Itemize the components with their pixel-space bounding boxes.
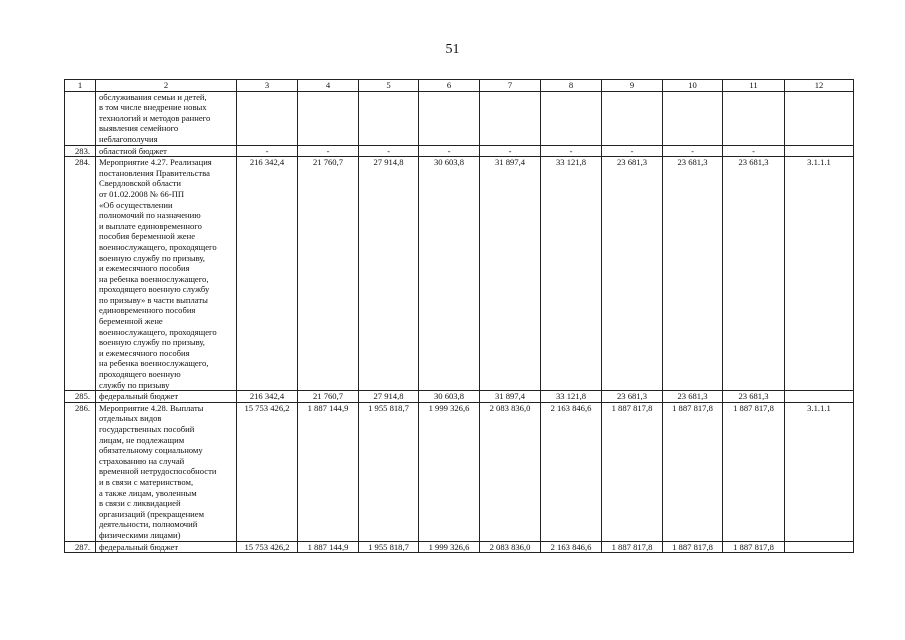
header-cell: 12: [785, 80, 854, 92]
header-cell: 9: [602, 80, 663, 92]
value-cell: 15 753 426,2: [237, 402, 298, 541]
value-cell: -: [723, 145, 785, 157]
value-cell: 31 897,4: [480, 157, 541, 391]
header-cell: 4: [298, 80, 359, 92]
value-cell: 1 887 817,8: [663, 402, 723, 541]
value-cell: 15 753 426,2: [237, 541, 298, 553]
value-cell: 23 681,3: [663, 391, 723, 403]
target-code: [785, 145, 854, 157]
table-row: [65, 402, 854, 541]
value-cell: 30 603,8: [419, 157, 480, 391]
value-cell: 2 163 846,6: [541, 541, 602, 553]
target-code: 3.1.1.1: [785, 157, 854, 391]
table-row: [65, 541, 854, 553]
value-cell: -: [602, 145, 663, 157]
value-cell: 27 914,8: [359, 391, 419, 403]
value-cell: -: [359, 145, 419, 157]
value-cell: 21 760,7: [298, 157, 359, 391]
header-cell: 8: [541, 80, 602, 92]
value-cell: 1 887 817,8: [723, 541, 785, 553]
row-description: федеральный бюджет: [96, 541, 237, 553]
table-row: [65, 145, 854, 157]
value-cell: 23 681,3: [723, 391, 785, 403]
value-cell: 23 681,3: [723, 157, 785, 391]
value-cell: 1 887 817,8: [602, 402, 663, 541]
row-number: 286.: [65, 402, 96, 541]
value-cell: 1 887 817,8: [723, 402, 785, 541]
header-cell: 3: [237, 80, 298, 92]
value-cell: [419, 91, 480, 145]
value-cell: 33 121,8: [541, 391, 602, 403]
value-cell: 31 897,4: [480, 391, 541, 403]
row-number: 285.: [65, 391, 96, 403]
value-cell: 1 887 817,8: [663, 541, 723, 553]
header-cell: 5: [359, 80, 419, 92]
value-cell: 2 163 846,6: [541, 402, 602, 541]
value-cell: 33 121,8: [541, 157, 602, 391]
value-cell: -: [541, 145, 602, 157]
row-number: 283.: [65, 145, 96, 157]
value-cell: [602, 91, 663, 145]
value-cell: [359, 91, 419, 145]
value-cell: [663, 91, 723, 145]
value-cell: 216 342,4: [237, 391, 298, 403]
target-code: [785, 391, 854, 403]
table-row: [65, 157, 854, 391]
value-cell: [541, 91, 602, 145]
row-description: областной бюджет: [96, 145, 237, 157]
row-description: федеральный бюджет: [96, 391, 237, 403]
value-cell: [298, 91, 359, 145]
value-cell: 216 342,4: [237, 157, 298, 391]
value-cell: 27 914,8: [359, 157, 419, 391]
value-cell: 1 999 326,6: [419, 541, 480, 553]
value-cell: 23 681,3: [663, 157, 723, 391]
value-cell: -: [419, 145, 480, 157]
value-cell: [237, 91, 298, 145]
value-cell: 1 887 817,8: [602, 541, 663, 553]
header-cell: 1: [65, 80, 96, 92]
row-number: 287.: [65, 541, 96, 553]
value-cell: 2 083 836,0: [480, 402, 541, 541]
budget-table: [64, 79, 854, 553]
row-description: Мероприятие 4.28. Выплаты отдельных видов государственных пособий лицам, не подлежащим обязательному социальному страхованию на случай временной нетрудоспособности и в связи с материнством, а также лицам, уволенным в связи с ликвидацией организаций (прекращением деятельности, полномочий физическими лицами): [96, 402, 237, 541]
value-cell: -: [237, 145, 298, 157]
target-code: 3.1.1.1: [785, 402, 854, 541]
target-code: [785, 91, 854, 145]
value-cell: -: [480, 145, 541, 157]
page-number: 51: [445, 42, 460, 57]
value-cell: 1 887 144,9: [298, 541, 359, 553]
row-description: обслуживания семьи и детей, в том числе внедрение новых технологий и методов раннего выявления семейного неблагополучия: [96, 91, 237, 145]
value-cell: 1 955 818,7: [359, 541, 419, 553]
value-cell: -: [663, 145, 723, 157]
header-row: [65, 80, 854, 92]
value-cell: 2 083 836,0: [480, 541, 541, 553]
value-cell: 21 760,7: [298, 391, 359, 403]
value-cell: 1 999 326,6: [419, 402, 480, 541]
header-cell: 11: [723, 80, 785, 92]
target-code: [785, 541, 854, 553]
value-cell: 1 887 144,9: [298, 402, 359, 541]
value-cell: 30 603,8: [419, 391, 480, 403]
header-cell: 2: [96, 80, 237, 92]
row-number: 284.: [65, 157, 96, 391]
value-cell: 23 681,3: [602, 157, 663, 391]
header-cell: 10: [663, 80, 723, 92]
table-row: [65, 391, 854, 403]
value-cell: [723, 91, 785, 145]
value-cell: 23 681,3: [602, 391, 663, 403]
row-number: [65, 91, 96, 145]
header-cell: 7: [480, 80, 541, 92]
row-description: Мероприятие 4.27. Реализация постановления Правительства Свердловской области от 01.02.2008 № 66-ПП «Об осуществлении полномочий по назначению и выплате единовременного пособия беременной жене военнослужащего, проходящего военную службу по призыву, и ежемесячного пособия на ребенка военнослужащего, проходящего военную службу по призыву» в части выплаты единовременного пособия беременной жене военнослужащего, проходящего военную службу по призыву, и ежемесячного пособия на ребенка военнослужащего, проходящего военную службу по призыву: [96, 157, 237, 391]
value-cell: 1 955 818,7: [359, 402, 419, 541]
table-row: [65, 91, 854, 145]
header-cell: 6: [419, 80, 480, 92]
value-cell: -: [298, 145, 359, 157]
value-cell: [480, 91, 541, 145]
